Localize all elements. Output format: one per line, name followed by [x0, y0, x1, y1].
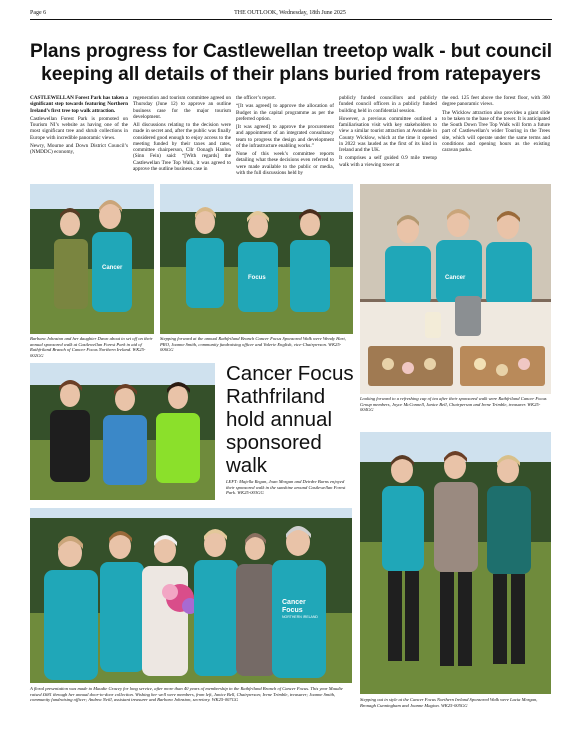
- page-number: Page 6: [30, 10, 47, 16]
- shirt-logo: Cancer: [282, 599, 306, 606]
- masthead: THE OUTLOOK, Wednesday, 18th June 2025: [234, 10, 346, 16]
- article-paragraph: Newry, Mourne and Down District Council’s (NMDDC) economy,: [30, 142, 128, 155]
- article-paragraph: The Wicklow attraction also provides a giant slide to be taken to the base of the tower. It is anticipated the South Down Tree Top Walk will form a future part of Castlewellan’s wider Touring in the Trees site, which will operate under the same terms and conditions and opening hours as the existing caravan parks.: [442, 109, 550, 153]
- shirt-logo: Focus: [282, 607, 303, 614]
- feature-title-line: walk: [226, 454, 268, 477]
- shirt-logo: Focus: [248, 275, 266, 281]
- article-column-3: [236, 95, 334, 178]
- caption-three-ladies: LEFT: Majella Regan, Joan Morgan and Deirdre Burns enjoyed their sponsored walk in the sunshine around Castlewellan Forest Park. WK25-003GG: [226, 479, 346, 496]
- article-paragraph: All discussions relating to the decision were made in secret and, after the public was finally considered good enough to enjoy access to the meeting funded by their taxes and rates, committee chairperson, Cllr Oonagh Hanlon (Sinn Fein) said: “[With regards] the Castlewellan Tree Top Walk, it was agreed to approve the outline business case in: [133, 122, 231, 172]
- headline-line-1: Plans progress for Castlewellan treetop walk - but council: [30, 41, 552, 62]
- article-column-1: [30, 95, 128, 157]
- headline: [30, 40, 552, 86]
- photo-tea-table: [360, 184, 551, 394]
- shirt-logo: Cancer: [102, 265, 123, 271]
- photo-three-ladies: [30, 363, 215, 500]
- article-paragraph: However, a previous committee outlined a familiarisation visit with key stakeholders to view a similar tourist attraction at Avondale in County Wicklow, which at the time it opened in 2022 was lauded as the first of its kind in Ireland and the UK.: [339, 115, 437, 153]
- article-paragraph: “[It was agreed] to approve the allocation of Budget in the capital programme as per the preferred option.: [236, 103, 334, 122]
- feature-title-line: Rathfriland: [226, 385, 326, 408]
- photo-mother-daughter: [30, 184, 154, 334]
- article-paragraph: regeneration and tourism committee agreed on Thursday (June 12) to approve an outline business case for the major tourism development.: [133, 95, 231, 120]
- header-rule: [30, 19, 552, 20]
- feature-title: [226, 362, 356, 477]
- article-paragraph: None of this week’s committee reports detailing what these decisions even referred to were made available to the public or media, with the full discussions held by: [236, 151, 334, 176]
- article-paragraph: It comprises a self guided 0.9 mile treetop walk with a viewing tower at: [339, 155, 437, 168]
- article-paragraph: Castlewellan Forest Park is promoted on Tourism NI’s website as having one of the most significant tree and shrub collections in Europe with incredible panoramic views.: [30, 115, 128, 141]
- headline-line-2: keeping all details of their plans buried from ratepayers: [41, 64, 541, 85]
- caption-three-walkers: Stepping forward at the annual Rathfriland Branch Cancer Focus Sponsored Walk were Wendy Hart, PRO, Joanne Smith, community fundraising officer and Valerie English, vice-Chairperson. WK25-006GG: [160, 336, 346, 353]
- article-paragraph: publicly funded councillors and publicly funded council officers in a publicly funded building held in confidential session.: [339, 95, 437, 114]
- article-column-2: [133, 95, 231, 174]
- feature-title-line: sponsored: [226, 431, 322, 454]
- photo-stepping-out: [360, 432, 551, 694]
- photo-floral-presentation: [30, 508, 352, 683]
- shirt-logo: NORTHERN IRELAND: [282, 615, 318, 619]
- caption-mother-daughter: Barbara Johnston and her daughter Dawn about to set off on their annual sponsored walk at Castlewellan Forest Park in aid of Rathfriland Branch of Cancer Focus Northern Ireland. WK25-002GG: [30, 336, 153, 358]
- article-lead: CASTLEWELLAN Forest Park has taken a significant step towards featuring Northern Ireland’s first tree top walk attraction.: [30, 95, 128, 114]
- article-paragraph: the end. 125 feet above the forest floor, with 360 degree panoramic views.: [442, 95, 550, 108]
- feature-title-line: hold annual: [226, 408, 333, 431]
- article-paragraph: [It was agreed] to approve the procurement and appointment of an integrated consultancy team to progress the design and development of the infrastructure enabling works.”: [236, 124, 334, 149]
- photo-three-walkers: [160, 184, 353, 334]
- caption-stepping-out: Stepping out in style at the Cancer Focus Northern Ireland Sponsored Walk were Lucia Morgan, Bronagh Cunningham and Joanne Magion. WK25-005GG: [360, 697, 538, 708]
- caption-tea-table: Looking forward to a refreshing cup of tea after their sponsored walk were Rathfriland Cancer Focus Group members, Joyce McConnell, Janice Bell, Chairperson and Irene Trimble, treasurer. WK25-004GG: [360, 396, 547, 413]
- article-paragraph: the officer’s report.: [236, 95, 276, 101]
- article-column-4: [339, 95, 437, 170]
- caption-floral-presentation: A floral presentation was made to Maudie Gracey for long service, after more than 40 years of membership in the Rathfriland Branch of Cancer Focus. This year Maudie raised £681 through her annual door-to-door collection. Wishing her well were members, from left, Janice Bell, Chairperson; Irene Trimble, treasurer; Joanne Smith, community fundraising officer; Andrea Neill, assistant treasurer and Barbara Johnston, secretary. WK25-007GG: [30, 686, 343, 703]
- article-column-5: [442, 95, 550, 155]
- shirt-logo: Cancer: [445, 275, 466, 281]
- feature-title-line: Cancer Focus: [226, 362, 354, 385]
